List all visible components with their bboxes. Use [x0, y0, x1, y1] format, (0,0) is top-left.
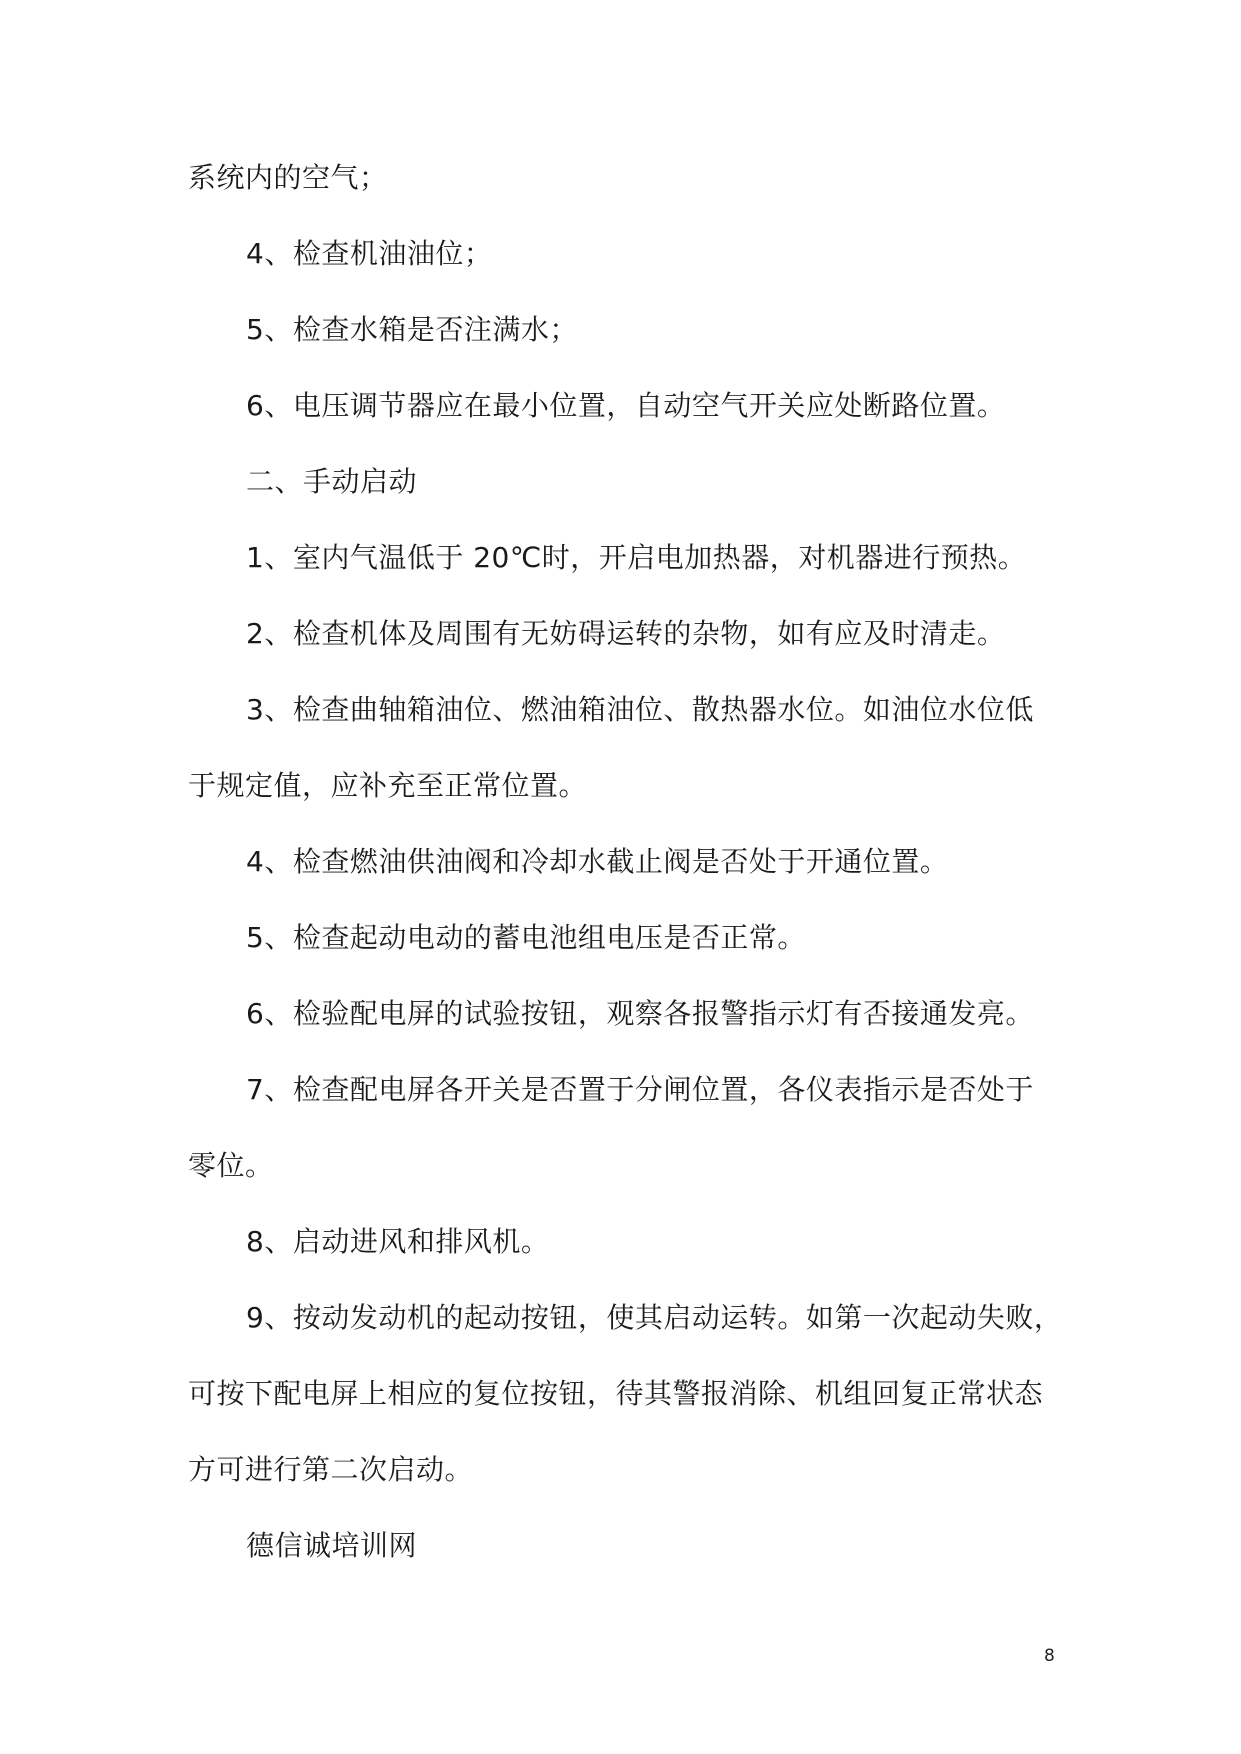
list-item-check-levels-continued: 于规定值，应补充至正常位置。 [188, 769, 588, 802]
source-attribution: 德信诚培训网 [246, 1529, 418, 1562]
list-item-test-button: 6、检验配电屏的试验按钮，观察各报警指示灯有否接通发亮。 [246, 997, 1034, 1030]
list-item-preheat: 1、室内气温低于 20℃时，开启电加热器，对机器进行预热。 [246, 541, 1027, 574]
list-item-check-debris: 2、检查机体及周围有无妨碍运转的杂物，如有应及时清走。 [246, 617, 1006, 650]
list-item-check-water-tank: 5、检查水箱是否注满水； [246, 313, 578, 346]
page-number: 8 [1044, 1646, 1055, 1666]
list-item-check-switches: 7、检查配电屏各开关是否置于分闸位置，各仪表指示是否处于 [246, 1073, 1034, 1106]
list-item-check-levels: 3、检查曲轴箱油位、燃油箱油位、散热器水位。如油位水位低 [246, 693, 1034, 726]
list-item-check-oil-level: 4、检查机油油位； [246, 237, 493, 270]
section-heading-manual-start: 二、手动启动 [246, 465, 418, 498]
list-item-start-fans: 8、启动进风和排风机。 [246, 1225, 550, 1258]
list-item-check-battery: 5、检查起动电动的蓄电池组电压是否正常。 [246, 921, 806, 954]
text-line: 系统内的空气； [188, 161, 388, 194]
list-item-voltage-regulator: 6、电压调节器应在最小位置，自动空气开关应处断路位置。 [246, 389, 1006, 422]
list-item-start-engine: 9、按动发动机的起动按钮，使其启动运转。如第一次起动失败， [246, 1301, 1063, 1334]
list-item-start-engine-continued: 可按下配电屏上相应的复位按钮，待其警报消除、机组回复正常状态 [188, 1377, 1044, 1410]
list-item-check-switches-continued: 零位。 [188, 1149, 274, 1182]
list-item-start-engine-continued: 方可进行第二次启动。 [188, 1453, 474, 1486]
list-item-check-valves: 4、检查燃油供油阀和冷却水截止阀是否处于开通位置。 [246, 845, 949, 878]
document-body [188, 140, 1078, 1584]
